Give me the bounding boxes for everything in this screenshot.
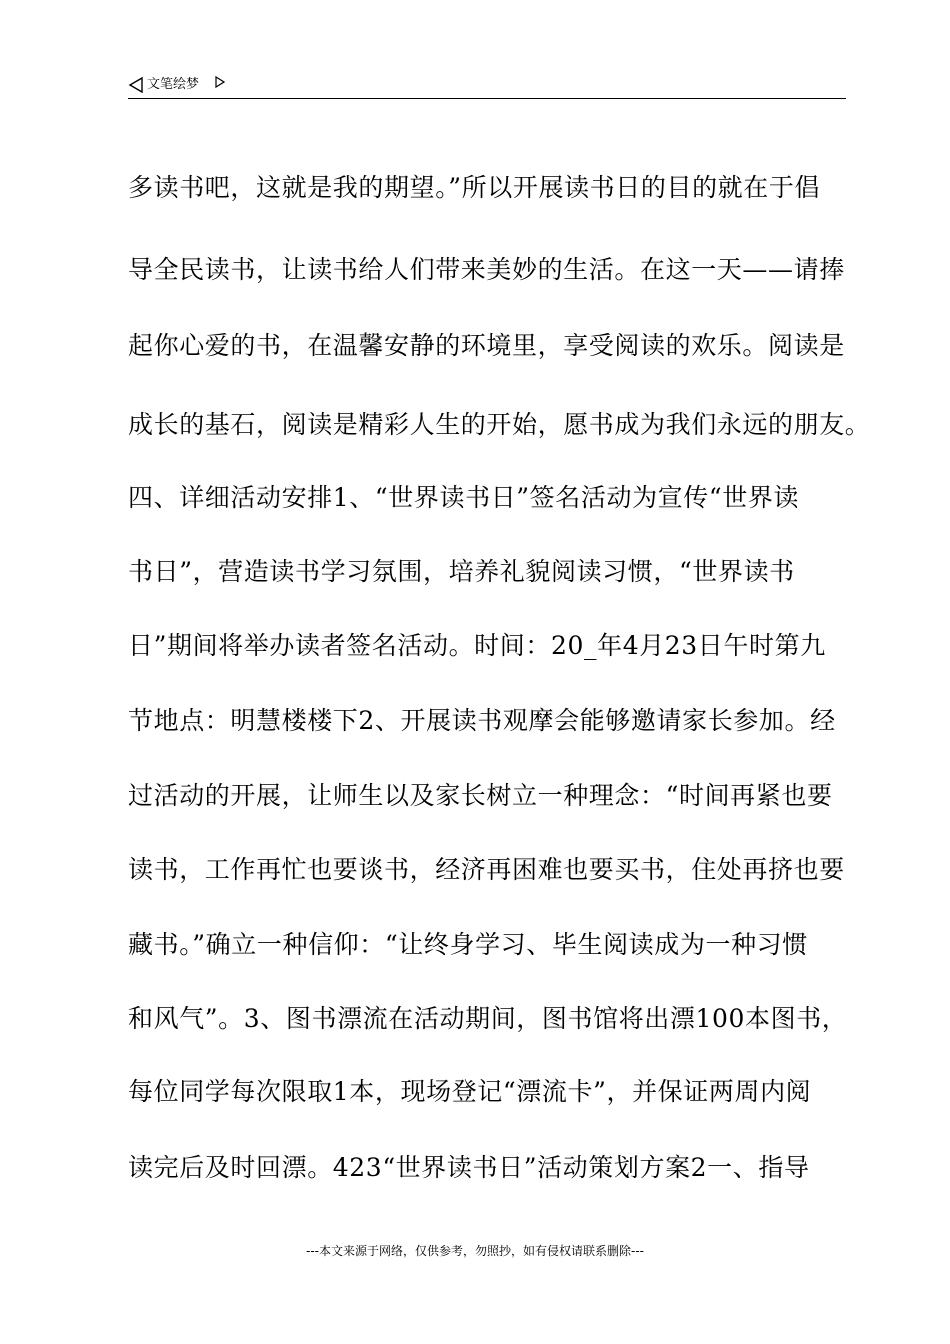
body-line: 藏书。”确立一种信仰：“让终身学习、毕生阅读成为一种习惯: [128, 930, 808, 959]
footer-disclaimer: ---本文来源于网络，仅供参考，勿照抄，如有侵权请联系删除---: [306, 1244, 644, 1258]
triangle-left-icon: [128, 76, 144, 94]
body-line: 和风气”。3、图书漂流在活动期间，图书馆将出漂100本图书，: [128, 1004, 848, 1033]
body-line: 过活动的开展，让师生以及家长树立一种理念：“时间再紧也要: [128, 781, 833, 810]
body-line: 起你心爱的书，在温馨安静的环境里，享受阅读的欢乐。阅读是: [128, 331, 845, 360]
body-line: 多读书吧，这就是我的期望。”所以开展读书日的目的就在于倡: [128, 173, 821, 202]
body-line: 每位同学每次限取1本，现场登记“漂流卡”，并保证两周内阅: [128, 1077, 812, 1106]
body-line: 导全民读书，让读书给人们带来美妙的生活。在这一天——请捧: [128, 255, 845, 284]
body-line: 成长的基石，阅读是精彩人生的开始，愿书成为我们永远的朋友。: [128, 410, 871, 439]
header-title: 文笔绘梦: [147, 77, 200, 92]
body-line: 四、详细活动安排1、“世界读书日”签名活动为宣传“世界读: [128, 483, 800, 512]
body-line: 读书，工作再忙也要谈书，经济再困难也要买书，住处再挤也要: [128, 855, 845, 884]
body-line: 节地点：明慧楼楼下2、开展读书观摩会能够邀请家长参加。经: [128, 706, 836, 735]
body-line: 读完后及时回漂。423“世界读书日”活动策划方案2一、指导: [128, 1153, 810, 1182]
page-header: [128, 76, 846, 99]
body-line: 书日”，营造读书学习氛围，培养礼貌阅读习惯，“世界读书: [128, 557, 795, 586]
triangle-right-icon: [215, 76, 225, 88]
body-line: 日”期间将举办读者签名活动。时间：20_年4月23日午时第九: [128, 631, 826, 660]
